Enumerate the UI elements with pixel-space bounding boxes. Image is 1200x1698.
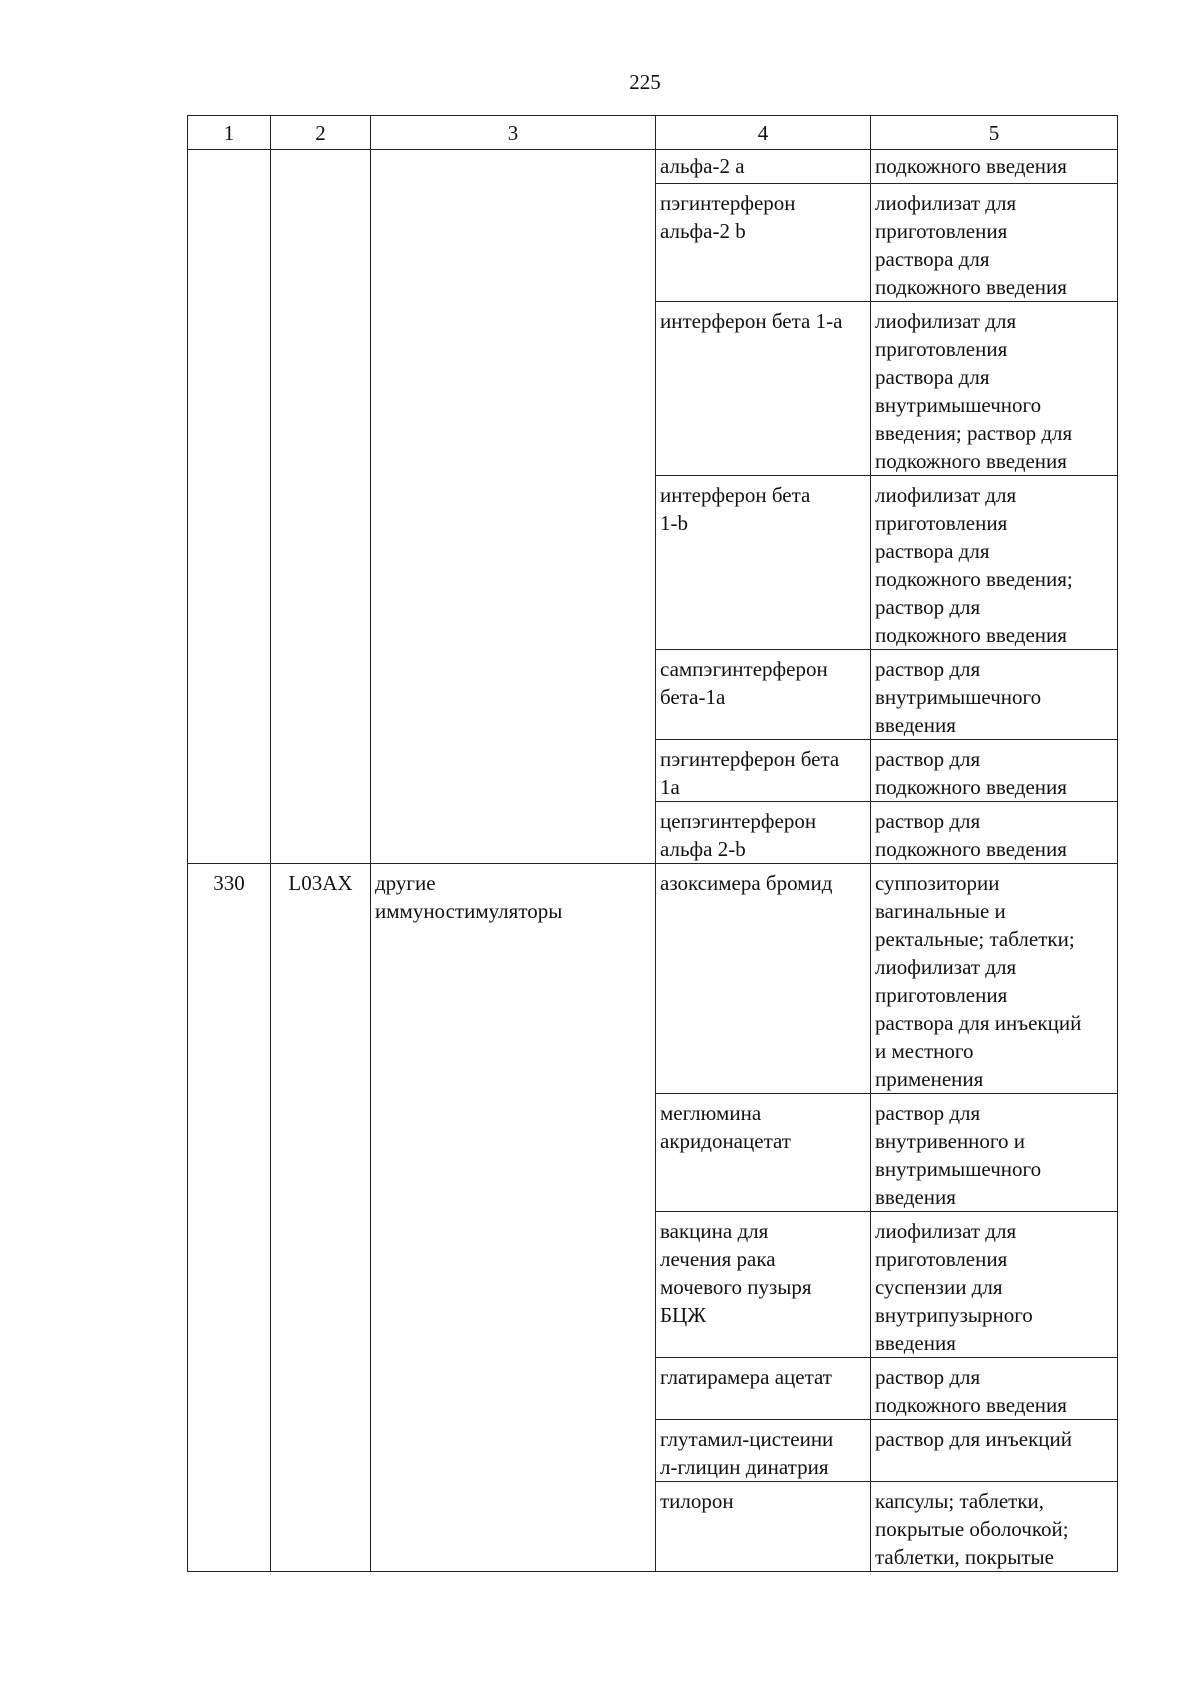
- atc-code: L03AX: [271, 864, 371, 1572]
- dosage-form: раствор для подкожного введения: [871, 802, 1118, 864]
- row-number: 330: [188, 864, 271, 1572]
- drug-name: цепэгинтерферон альфа 2-b: [656, 802, 871, 864]
- drug-name: глатирамера ацетат: [656, 1358, 871, 1420]
- dosage-form: суппозитории вагинальные и ректальные; таблетки; лиофилизат для приготовления раствора для инъекций и местного применения: [871, 864, 1118, 1094]
- dosage-form: лиофилизат для приготовления раствора для подкожного введения: [871, 184, 1118, 302]
- group-name: [371, 150, 656, 864]
- drug-name: вакцина для лечения рака мочевого пузыря БЦЖ: [656, 1212, 871, 1358]
- header-col-4: 4: [656, 116, 871, 150]
- dosage-form: раствор для подкожного введения: [871, 740, 1118, 802]
- header-row: [188, 116, 1118, 150]
- dosage-form: лиофилизат для приготовления раствора для внутримышечного введения; раствор для подкожного введения: [871, 302, 1118, 476]
- drug-name: интерферон бета 1-a: [656, 302, 871, 476]
- table-row: [188, 864, 1118, 1094]
- atc-code: [271, 150, 371, 864]
- header-col-3: 3: [371, 116, 656, 150]
- row-number: [188, 150, 271, 864]
- group-name: другие иммуностимуляторы: [371, 864, 656, 1572]
- drug-name: сампэгинтерферон бета-1а: [656, 650, 871, 740]
- drug-name: глутамил-цистеини л-глицин динатрия: [656, 1420, 871, 1482]
- drug-name: пэгинтерферон альфа-2 b: [656, 184, 871, 302]
- medicines-table: [187, 115, 1118, 1572]
- dosage-form: подкожного введения: [871, 150, 1118, 184]
- dosage-form: раствор для подкожного введения: [871, 1358, 1118, 1420]
- header-col-2: 2: [271, 116, 371, 150]
- drug-name: тилорон: [656, 1482, 871, 1572]
- dosage-form: раствор для внутривенного и внутримышечного введения: [871, 1094, 1118, 1212]
- drug-name: азоксимера бромид: [656, 864, 871, 1094]
- drug-name: пэгинтерферон бета 1а: [656, 740, 871, 802]
- drug-name: альфа-2 а: [656, 150, 871, 184]
- drug-name: интерферон бета 1-b: [656, 476, 871, 650]
- dosage-form: лиофилизат для приготовления раствора для подкожного введения; раствор для подкожного введения: [871, 476, 1118, 650]
- drug-name: меглюмина акридонацетат: [656, 1094, 871, 1212]
- table-row: [188, 150, 1118, 184]
- page-number: 225: [629, 70, 661, 94]
- header-col-5: 5: [871, 116, 1118, 150]
- dosage-form: капсулы; таблетки, покрытые оболочкой; таблетки, покрытые: [871, 1482, 1118, 1572]
- dosage-form: лиофилизат для приготовления суспензии для внутрипузырного введения: [871, 1212, 1118, 1358]
- header-col-1: 1: [188, 116, 271, 150]
- dosage-form: раствор для инъекций: [871, 1420, 1118, 1482]
- dosage-form: раствор для внутримышечного введения: [871, 650, 1118, 740]
